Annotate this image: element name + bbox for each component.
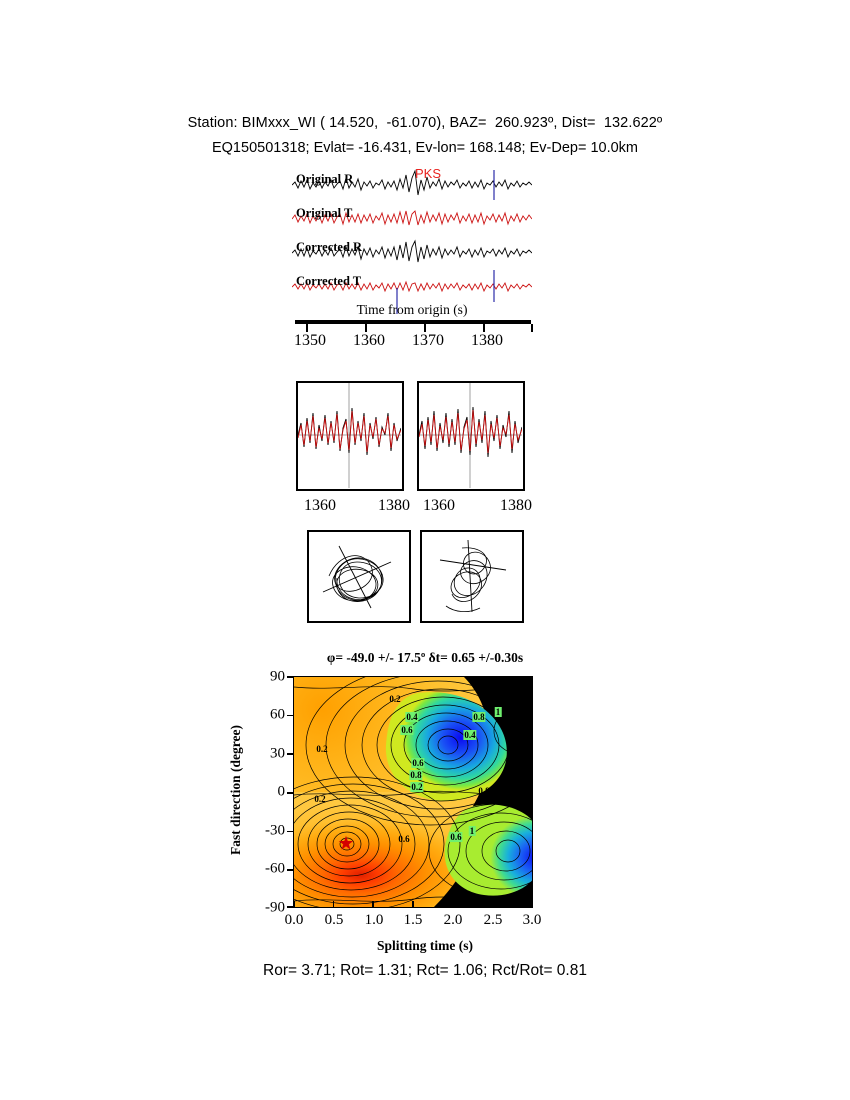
xtick-1-0: 1.0 — [364, 912, 384, 928]
time-tick-1350: 1350 — [294, 332, 326, 349]
overlay-panel-right — [417, 381, 525, 491]
station-info-line: Station: BIMxxx_WI ( 14.520, -61.070), BAZ= 260.923º, Dist= 132.622º — [187, 115, 663, 131]
particle-motion-after — [420, 530, 524, 623]
contour-label-3: 0.8 — [473, 712, 485, 722]
time-tick-1380: 1380 — [471, 332, 503, 349]
map-ylabel: Fast direction (degree) — [228, 725, 243, 855]
splitting-error-surface — [293, 676, 533, 908]
waveform-panel — [292, 168, 532, 313]
splitting-result-title: φ= -49.0 +/- 17.5º δt= 0.65 +/-0.30s — [326, 650, 524, 665]
ytick-90: 90 — [270, 668, 285, 685]
time-tick-1360: 1360 — [353, 332, 385, 349]
overlay-panel-left — [296, 381, 404, 491]
particle-motion-before — [307, 530, 411, 623]
overlay-right-traces — [419, 383, 522, 488]
ytick-30: 30 — [270, 745, 285, 762]
xtick-2-5: 2.5 — [483, 912, 503, 928]
event-info-line: EQ150501318; Evlat= -16.431, Ev-lon= 168.148; Ev-Dep= 10.0km — [211, 140, 638, 156]
particle-motion-after-path — [422, 532, 521, 620]
time-tick-1370: 1370 — [412, 332, 444, 349]
map-xtick-marks — [293, 900, 533, 908]
overlay-right-tick-1360: 1360 — [423, 497, 455, 514]
waveform-label-corrected-t: Corrected T — [296, 274, 362, 288]
overlay-right-tick-1380: 1380 — [500, 497, 532, 514]
xtick-0-5: 0.5 — [324, 912, 344, 928]
ytick-m90: -90 — [265, 899, 285, 916]
contour-label-14: 1 — [469, 826, 475, 836]
contour-label-1: 0.4 — [406, 712, 418, 722]
xtick-0-0: 0.0 — [284, 912, 304, 928]
overlay-left-tick-1360: 1360 — [304, 497, 336, 514]
time-axis-title: Time from origin (s) — [356, 302, 468, 317]
contour-label-2: 0.6 — [401, 725, 413, 735]
pks-phase-label: PKS — [415, 166, 442, 181]
time-axis-labels — [292, 332, 536, 354]
contour-label-4: 1 — [495, 707, 501, 717]
figure-header — [0, 115, 850, 156]
quality-metrics-line: Ror= 3.71; Rot= 1.31; Rct= 1.06; Rct/Rot= 0.81 — [263, 962, 587, 979]
map-xtick-labels — [268, 912, 558, 934]
contour-label-12: 0.6 — [398, 834, 410, 844]
ytick-m30: -30 — [265, 822, 285, 839]
waveform-label-corrected-r: Corrected R — [296, 240, 363, 254]
contour-label-7: 0.6 — [412, 758, 424, 768]
contour-label-13: 0.6 — [450, 832, 462, 842]
xtick-1-5: 1.5 — [403, 912, 423, 928]
waveform-label-original-t: Original T — [296, 206, 353, 220]
map-xlabel: Splitting time (s) — [377, 938, 473, 953]
contour-label-11: 0.8 — [478, 786, 490, 796]
contour-label-6: 0.4 — [464, 730, 476, 740]
xtick-2-0: 2.0 — [443, 912, 463, 928]
best-fit-star-marker: ★ — [337, 833, 355, 855]
waveform-label-original-r: Original R — [296, 172, 354, 186]
contour-label-8: 0.8 — [410, 770, 422, 780]
ytick-m60: -60 — [265, 860, 285, 877]
overlay-left-tick-1380: 1380 — [378, 497, 410, 514]
contour-label-10: 0.2 — [314, 794, 326, 804]
xtick-3-0: 3.0 — [522, 912, 542, 928]
overlay-axis-labels — [282, 497, 542, 519]
contour-label-5: 0.2 — [316, 744, 328, 754]
map-ytick-labels — [243, 668, 289, 918]
ytick-0: 0 — [277, 783, 285, 800]
contour-label-0: 0.2 — [389, 694, 401, 704]
contour-label-9: 0.2 — [411, 782, 423, 792]
overlay-left-traces — [298, 383, 401, 488]
ytick-60: 60 — [270, 706, 285, 723]
particle-motion-before-path — [309, 532, 408, 620]
